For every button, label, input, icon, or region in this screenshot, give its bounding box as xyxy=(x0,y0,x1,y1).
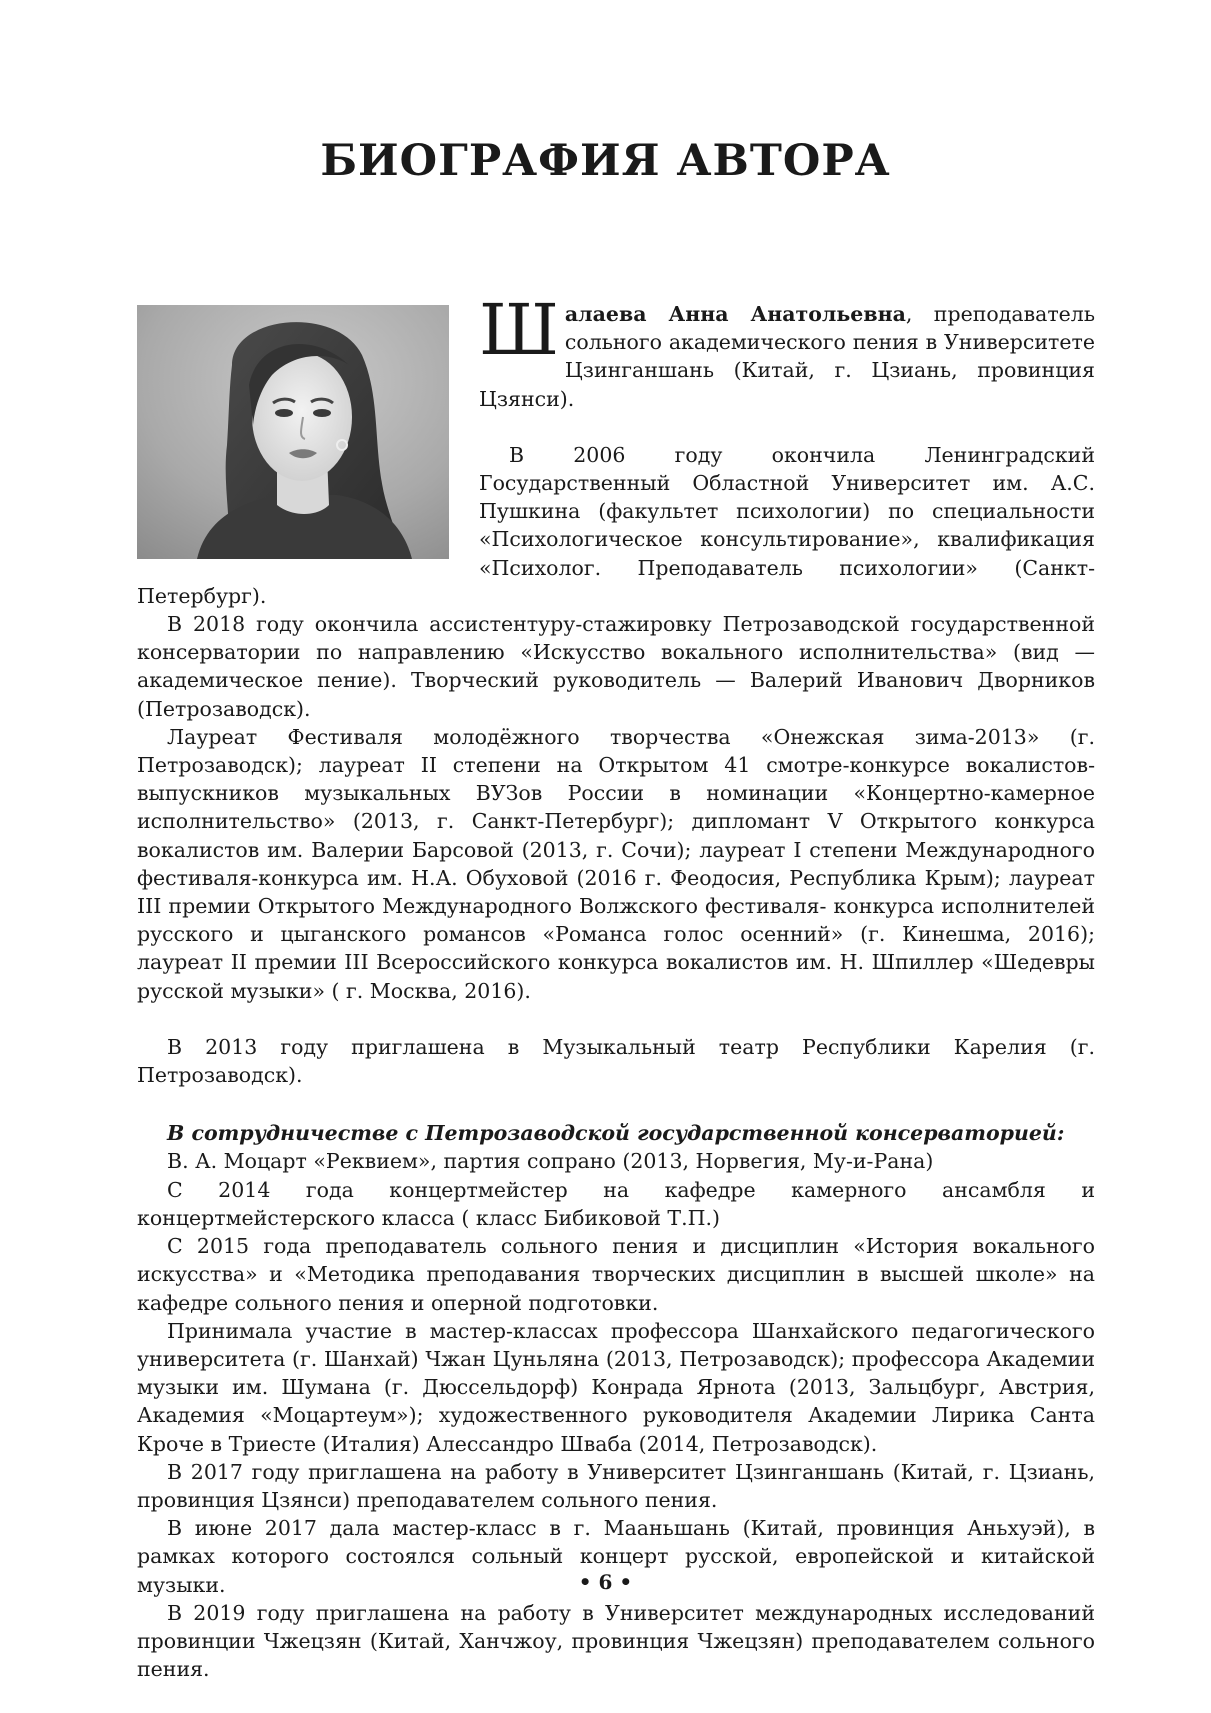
drop-cap: Ш xyxy=(479,289,559,371)
page-title: БИОГРАФИЯ АВТОРА xyxy=(320,136,891,186)
page-number: • 6 • xyxy=(578,1570,633,1594)
paragraph-theatre-2013: В 2013 году приглашена в Музыкальный театр Республики Карелия (г. Петрозаводск). xyxy=(137,1034,1095,1088)
paragraph-accompanist-2014: С 2014 года концертмейстер на кафедре камерного ансамбля и концертмейстерского класса ( класс Бибиковой Т.П.) xyxy=(137,1177,1095,1230)
paragraph-masterclasses: Принимала участие в мастер-классах профессора Шанхайского педагогического университета (г. Шанхай) Чжан Цуньляна (2013, Петрозаводск); профессора Академии музыки им. Шумана (г. Дюссельдорф) Конрада Ярнота (2013, Зальцбург, Австрия, Академия «Моцартеум»); художественного руководителя Академии Лирика Санта Кроче в Триесте (Италия) Алессандро Шваба (2014, Петрозаводск). xyxy=(137,1318,1095,1456)
paragraph-masterclass-2017: В июне 2017 дала мастер-класс в г. Мааньшань (Китай, провинция Аньхуэй), в рамках которого состоялся сольный концерт русской, европейской и китайской музыки. xyxy=(137,1516,1095,1597)
paragraph-awards: Лауреат Фестиваля молодёжного творчества «Онежская зима-2013» (г. Петрозаводск); лауреат II степени на Открытом 41 смотре-конкурсе вокалистов-выпускников музыкальных ВУЗов России в номинации «Концертно-камерное исполнительство» (2013, г. Санкт-Петербург); дипломант V Открытого конкурса вокалистов им. Валерии Барсовой (2013, г. Сочи); лауреат I степени Международного фестиваля-конкурса им. Н.А. Обуховой (2016 г. Феодосия, Республика Крым); лауреат III премии Открытого Международного Волжского фестиваля- конкурса исполнителей русского и цыганского романсов «Романса голос осенний» (г. Кинешма, 2016); лауреат II премии III Всероссийского конкурса вокалистов им. Н. Шпиллер «Шедевры русской музыки» ( г. Москва, 2016). xyxy=(137,724,1095,1003)
paragraph-requiem: В. А. Моцарт «Реквием», партия сопрано (2013, Норвегия, Му-и-Рана) xyxy=(167,1149,934,1174)
paragraph-invitation-2019: В 2019 году приглашена на работу в Университет международных исследований провинции Чжецзян (Китай, Ханчжоу, провинция Чжецзян) преподавателем сольного пения. xyxy=(137,1600,1095,1682)
paragraph-education-2018: В 2018 году окончила ассистентуру-стажировку Петрозаводской государственной консерватории по направлению «Искусство вокального исполнительства» (вид — академическое пение). Творческий руководитель — Валерий Иванович Дворников (Петрозаводск). xyxy=(137,612,1095,721)
intro-text: , преподаватель сольного академического пения в Университете Цзинганшань (Китай, г. Цзиань, провинция Цзянси). xyxy=(479,302,1095,411)
paragraph-teacher-2015: С 2015 года преподаватель сольного пения и дисциплин «История вокального искусства» и «Методика преподавания творческих дисциплин в высшей школе» на кафедре сольного пения и оперной подготовки. xyxy=(137,1234,1095,1315)
author-name: алаева Анна Анатольевна xyxy=(564,302,906,326)
portrait-image xyxy=(137,305,449,559)
paragraph-education-2006: В 2006 году окончила Ленинградский Государственный Областной Университет им. А.С. Пушкина (факультет психологии) по специальности «Психологическое консультирование», квалификация «Психолог. Преподаватель психологии» (Санкт-Петербург). xyxy=(137,442,1095,608)
paragraph-invitation-2017: В 2017 году приглашена на работу в Университет Цзинганшань (Китай, г. Цзиань, провинция Цзянси) преподавателем сольного пения. xyxy=(137,1459,1095,1512)
biography-text xyxy=(137,289,1095,1683)
author-photo xyxy=(137,305,449,559)
section-heading: В сотрудничестве с Петрозаводской государственной консерваторией: xyxy=(167,1121,1065,1146)
